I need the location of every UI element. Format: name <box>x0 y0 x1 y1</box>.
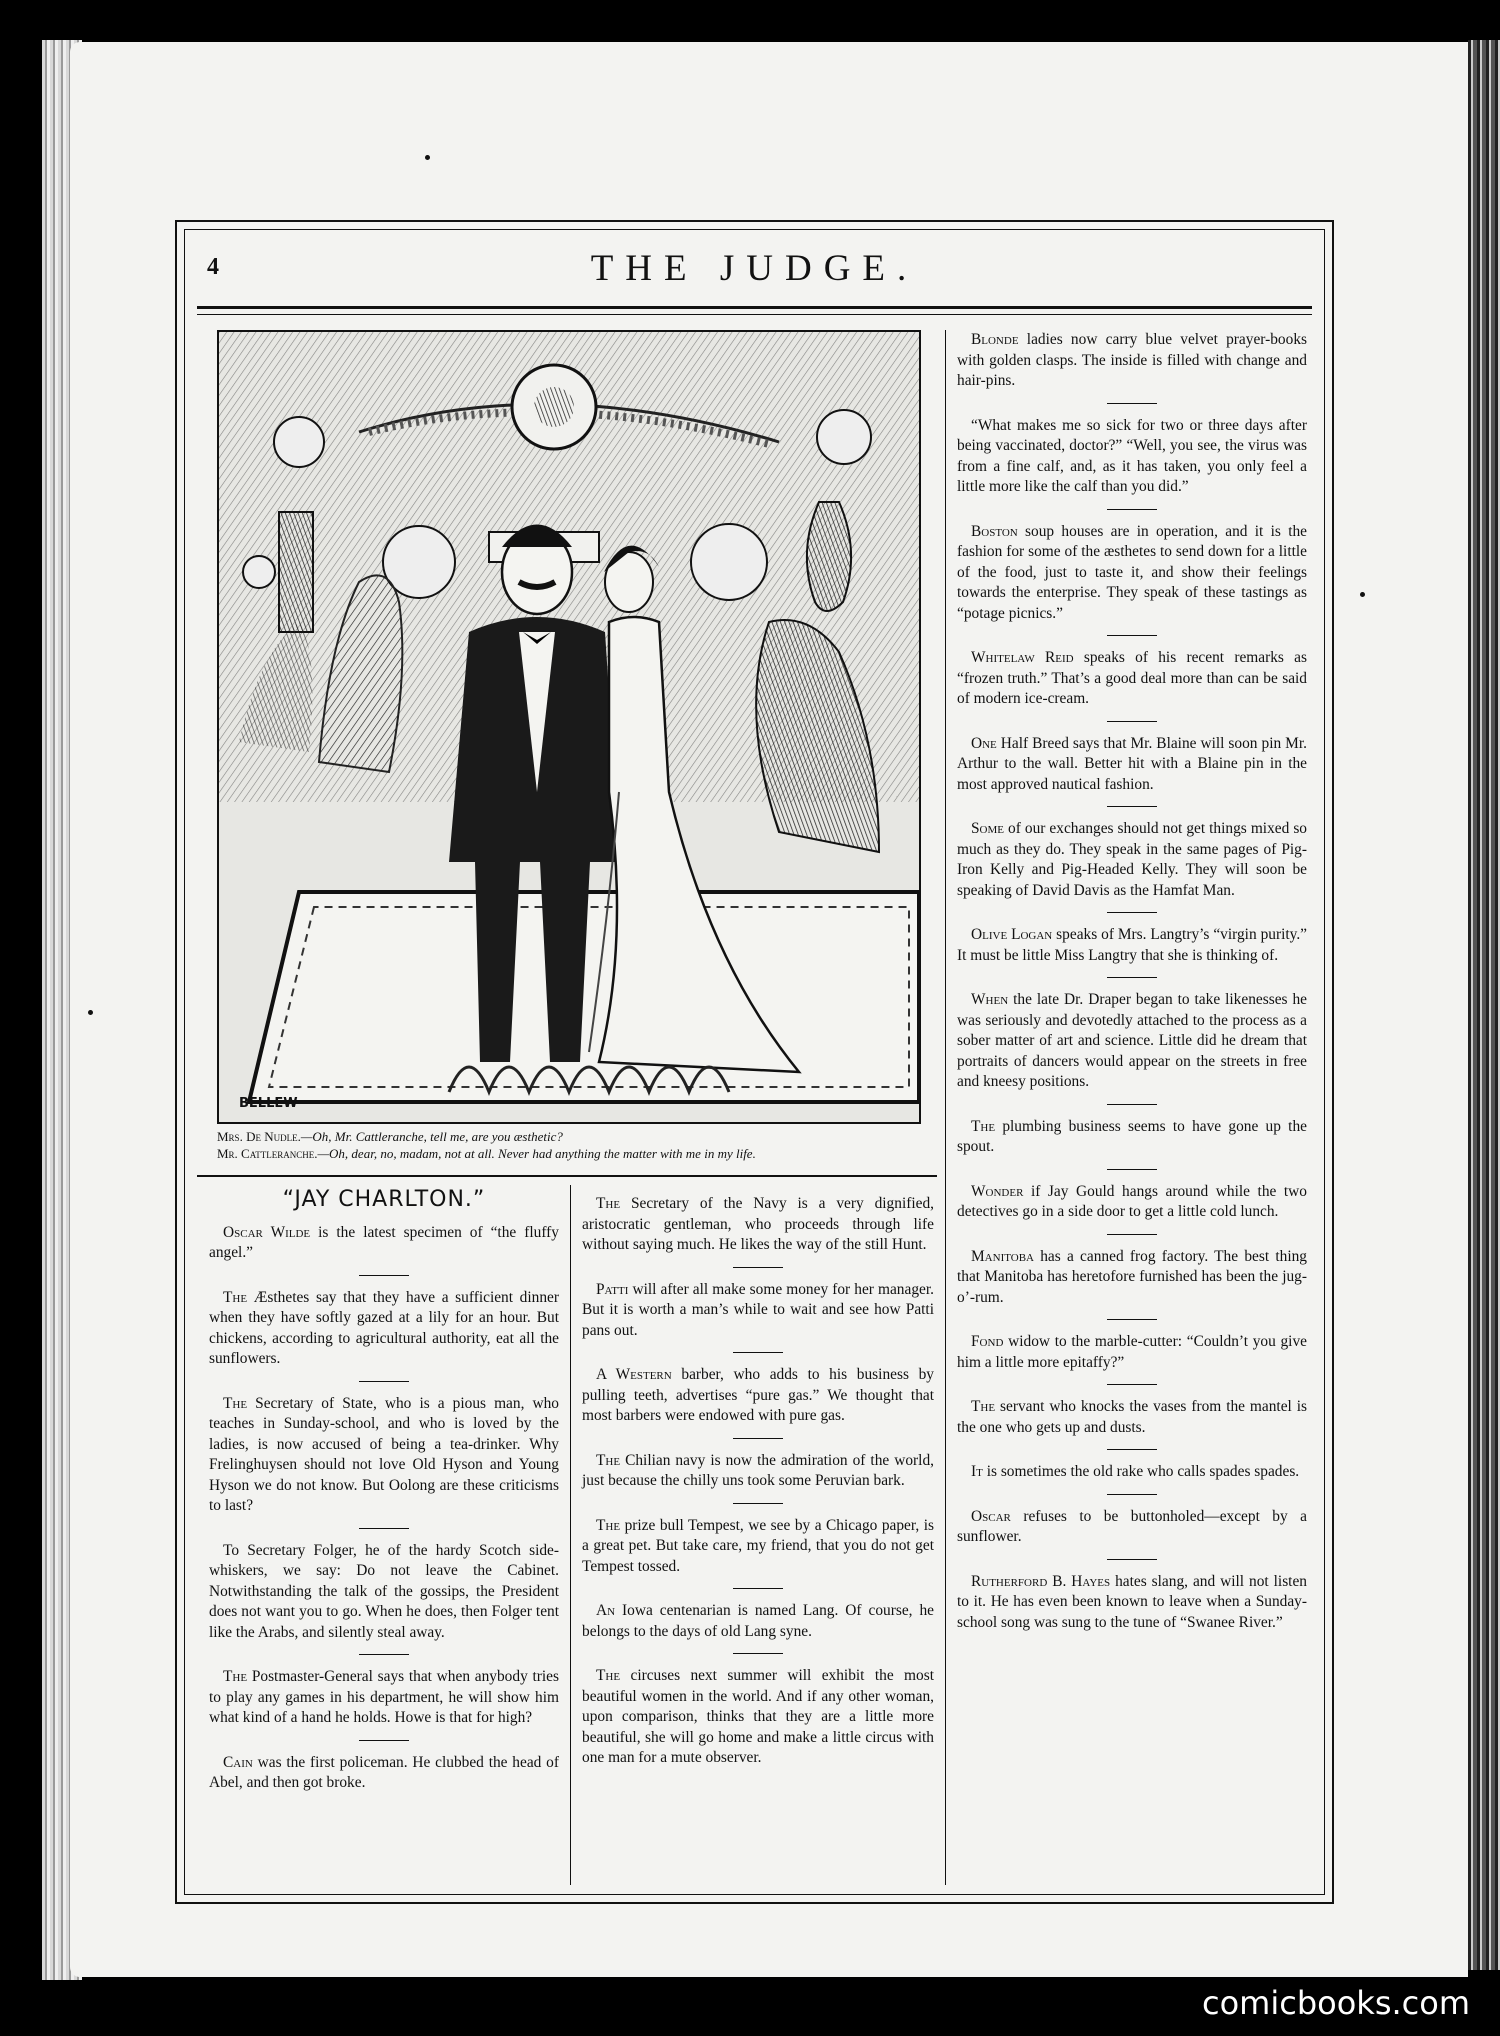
separator <box>1107 806 1157 807</box>
paragraph <box>582 1280 934 1342</box>
paragraph <box>582 1451 934 1492</box>
paragraph <box>582 1516 934 1578</box>
separator <box>733 1267 783 1268</box>
paragraph-text: is the latest specimen of “the fluffy angel.” <box>209 1223 559 1261</box>
paragraph <box>957 819 1307 901</box>
paragraph-text: plumbing business seems to have gone up the spout. <box>957 1117 1307 1155</box>
separator <box>733 1503 783 1504</box>
lead-word: An <box>596 1602 616 1619</box>
paragraph-text: Half Breed says that Mr. Blaine will soon pin Mr. Arthur to the wall. Better hit with a Blaine pin in the most approved nautical fashion. <box>957 734 1307 793</box>
separator <box>1107 1494 1157 1495</box>
separator <box>733 1352 783 1353</box>
lead-word: When <box>971 991 1009 1008</box>
caption-text: —Oh, Mr. Cattleranche, tell me, are you æsthetic? <box>300 1129 563 1144</box>
column-title: “JAY CHARLTON.” <box>282 1187 486 1212</box>
separator <box>1107 1234 1157 1235</box>
separator <box>1107 977 1157 978</box>
paragraph <box>582 1601 934 1642</box>
paragraph-text: Chilian navy is now the admiration of the world, just because the chilly uns took some Peruvian bark. <box>582 1451 934 1489</box>
lead-word: Whitelaw Reid <box>971 649 1074 666</box>
column-right <box>957 330 1307 1639</box>
cartoon-caption <box>217 1128 937 1162</box>
paragraph <box>209 1394 559 1517</box>
paragraph-text: circuses next summer will exhibit the most beautiful women in the world. And if any other woman, upon comparison, thinks that they are a little more beautiful, she will go home and make a little circus with one man for a mute observer. <box>582 1667 934 1766</box>
lead-word: The <box>223 1288 248 1306</box>
page-number: 4 <box>207 254 219 280</box>
separator <box>1107 403 1157 404</box>
paragraph <box>957 1572 1307 1634</box>
lead-word: It <box>971 1463 983 1480</box>
lead-word: Olive Logan <box>971 926 1053 943</box>
ink-dot <box>425 155 430 160</box>
paragraph-text: Æsthetes say that they have a sufficient dinner when they have softly gazed at a lily for an hour. But chickens, according to agricultural authority, eat all the sunflowers. <box>209 1288 559 1367</box>
paragraph <box>582 1365 934 1427</box>
lead-word: Rutherford B. Hayes <box>971 1572 1111 1590</box>
next-page-edge <box>1468 40 1500 1970</box>
paragraph <box>957 990 1307 1093</box>
lead-word: The <box>971 1117 996 1135</box>
separator <box>1107 509 1157 510</box>
separator <box>1107 1384 1157 1385</box>
paragraph <box>957 416 1307 498</box>
paragraph-text: speaks of his recent remarks as “frozen truth.” That’s a good deal more than can be said of modern ice-cream. <box>957 649 1307 707</box>
paragraph <box>957 522 1307 625</box>
illustration-rule <box>197 1175 937 1177</box>
masthead-rule <box>197 306 1312 309</box>
caption-text: —Oh, dear, no, madam, not at all. Never had anything the matter with me in my life. <box>317 1146 756 1161</box>
paragraph <box>209 1753 559 1794</box>
separator <box>1107 1169 1157 1170</box>
paragraph <box>957 1182 1307 1223</box>
separator <box>1107 1104 1157 1105</box>
paragraph-text: speaks of Mrs. Langtry’s “virgin purity.” It must be little Miss Langtry that she is thinking of. <box>957 926 1308 964</box>
paragraph-text: has a canned frog factory. The best thing that Manitoba has heretofore furnished has been the jug-o’-rum. <box>957 1247 1307 1306</box>
paragraph-text: ladies now carry blue velvet prayer-books with golden clasps. The inside is filled with change and hair-pins. <box>957 331 1307 389</box>
paragraph-text: servant who knocks the vases from the mantel is the one who gets up and dusts. <box>957 1398 1307 1436</box>
column-middle <box>582 1194 934 1775</box>
masthead-rule-thin <box>197 314 1312 315</box>
paragraph-text: hates slang, and will not listen to it. He has even been known to leave when a Sunday-school song was sung to the tune of “Swanee River.” <box>957 1572 1307 1631</box>
paragraph <box>209 1223 559 1264</box>
separator <box>1107 1449 1157 1450</box>
separator <box>359 1381 409 1382</box>
lead-word: The <box>223 1668 248 1685</box>
lead-word: A Western <box>596 1366 672 1383</box>
paragraph-text: widow to the marble-cutter: “Couldn’t you give him a little more epitaffy?” <box>957 1333 1307 1371</box>
paragraph-text: if Jay Gould hangs around while the two detectives go in a side door to get a little cold lunch. <box>957 1182 1307 1220</box>
caption-line-1 <box>217 1128 937 1145</box>
paragraph-text: is sometimes the old rake who calls spades spades. <box>982 1463 1300 1480</box>
separator <box>733 1588 783 1589</box>
paragraph <box>957 1462 1307 1483</box>
paragraph <box>582 1666 934 1769</box>
lead-word: The <box>596 1195 621 1212</box>
paragraph-text: Secretary of State, who is a pious man, who teaches in Sunday-school, and who is loved by the ladies, is now accused of being a tea-drinker. Why Frelinghuysen should not love Old Hyson and Young Hyson we do not know. But Oolong are these criticisms to last? <box>209 1394 559 1514</box>
separator <box>359 1528 409 1529</box>
lead-word: One <box>971 734 997 752</box>
paragraph <box>957 1507 1307 1548</box>
lead-word: Blonde <box>971 331 1019 348</box>
lead-word: Manitoba <box>971 1247 1034 1265</box>
paragraph-text: the late Dr. Draper began to take likenesses he was seriously and devotedly attached to the process as a sober matter of art and science. Little did he dream that portraits of dancers would appear on the streets in free and kneesy positions. <box>957 991 1307 1090</box>
lead-word: Patti <box>596 1280 629 1298</box>
paragraph <box>209 1541 559 1644</box>
paragraph <box>957 330 1307 392</box>
column-left <box>209 1187 559 1800</box>
caption-speaker: Mrs. De Nudle. <box>217 1129 301 1144</box>
lead-word: The <box>596 1451 621 1469</box>
paragraph <box>957 648 1307 710</box>
paragraph-text: will after all make some money for her manager. But it is worth a man’s while to wait and see how Patti pans out. <box>582 1280 934 1339</box>
caption-line-2 <box>217 1145 937 1162</box>
separator <box>1107 1319 1157 1320</box>
separator <box>1107 912 1157 913</box>
paragraph-text: Iowa centenarian is named Lang. Of course, he belongs to the days of old Lang syne. <box>582 1602 934 1640</box>
separator <box>1107 635 1157 636</box>
paragraph-text: prize bull Tempest, we see by a Chicago paper, is a great pet. But take care, my friend, that you do not get Tempest tossed. <box>582 1516 934 1575</box>
paragraph-text: barber, who adds to his business by pulling teeth, advertises “pure gas.” We thought that most barbers were endowed with pure gas. <box>582 1366 934 1424</box>
paragraph <box>957 734 1307 796</box>
ink-dot <box>88 1010 93 1015</box>
artist-signature: BELLEW <box>239 1096 298 1111</box>
paragraph <box>582 1194 934 1256</box>
paragraph <box>209 1288 559 1370</box>
paragraph <box>957 1117 1307 1158</box>
lead-word: Wonder <box>971 1182 1024 1200</box>
paragraph <box>957 925 1307 966</box>
separator <box>359 1654 409 1655</box>
separator <box>1107 721 1157 722</box>
lead-word: Oscar Wilde <box>223 1223 311 1241</box>
paragraph-text: soup houses are in operation, and it is the fashion for some of the æsthetes to send down for a little of the food, just to taste it, and show their feelings towards the enterprise. They speak of these tastings as “potage picnics.” <box>957 522 1307 622</box>
separator <box>1107 1559 1157 1560</box>
lead-word: Some <box>971 820 1005 837</box>
paragraph <box>209 1667 559 1729</box>
paragraph-text: Secretary of the Navy is a very dignified, aristocratic gentleman, who proceeds through life without saying much. He likes the way of the still Hunt. <box>582 1195 934 1253</box>
ink-dot <box>1360 592 1365 597</box>
masthead-title: THE JUDGE. <box>590 248 919 289</box>
paragraph <box>957 1332 1307 1373</box>
paragraph <box>957 1397 1307 1438</box>
separator <box>733 1653 783 1654</box>
lead-word: The <box>223 1394 248 1412</box>
lead-word: Oscar <box>971 1507 1011 1525</box>
paragraph-text: was the first policeman. He clubbed the head of Abel, and then got broke. <box>209 1753 559 1791</box>
lead-word: Fond <box>971 1333 1004 1350</box>
separator <box>359 1740 409 1741</box>
separator <box>733 1438 783 1439</box>
cartoon-drawing <box>219 332 919 1122</box>
separator <box>359 1275 409 1276</box>
paragraph-text: Postmaster-General says that when anybody tries to play any games in his department, he will show him what kind of a hand he holds. Howe is that for high? <box>209 1668 559 1726</box>
lead-word: The <box>596 1667 621 1684</box>
column-divider-right <box>945 330 946 1885</box>
lead-word: The <box>971 1398 996 1415</box>
paragraph-text: To Secretary Folger, he of the hardy Scotch side-whiskers, we say: Do not leave the Cabinet. Notwithstanding the talk of the gossips, the President does not want you to go. When he does, then Folger tent like the Arabs, and silently steal away. <box>209 1541 559 1641</box>
lead-word: Cain <box>223 1753 253 1771</box>
paragraph-text: “What makes me so sick for two or three days after being vaccinated, doctor?” “Well, you see, the virus was from a fine calf, and, as it has taken, you only feel a little more like the calf than you did.” <box>957 416 1307 495</box>
lead-word: Boston <box>971 522 1018 540</box>
paragraph-text: refuses to be buttonholed—except by a sunflower. <box>957 1507 1307 1545</box>
paragraph-text: of our exchanges should not get things mixed so much as they do. They speak in the same pages of Pig-Iron Kelly and Pig-Headed Kelly. They will soon be speaking of David Davis as the Hamfat Man. <box>957 820 1307 899</box>
cartoon-illustration <box>217 330 921 1124</box>
lead-word: The <box>596 1516 621 1534</box>
paragraph <box>957 1247 1307 1309</box>
watermark: comicbooks.com <box>1201 1984 1470 2022</box>
column-divider-mid <box>570 1185 571 1885</box>
page-frame <box>175 220 1334 1904</box>
caption-speaker: Mr. Cattleranche. <box>217 1146 318 1161</box>
